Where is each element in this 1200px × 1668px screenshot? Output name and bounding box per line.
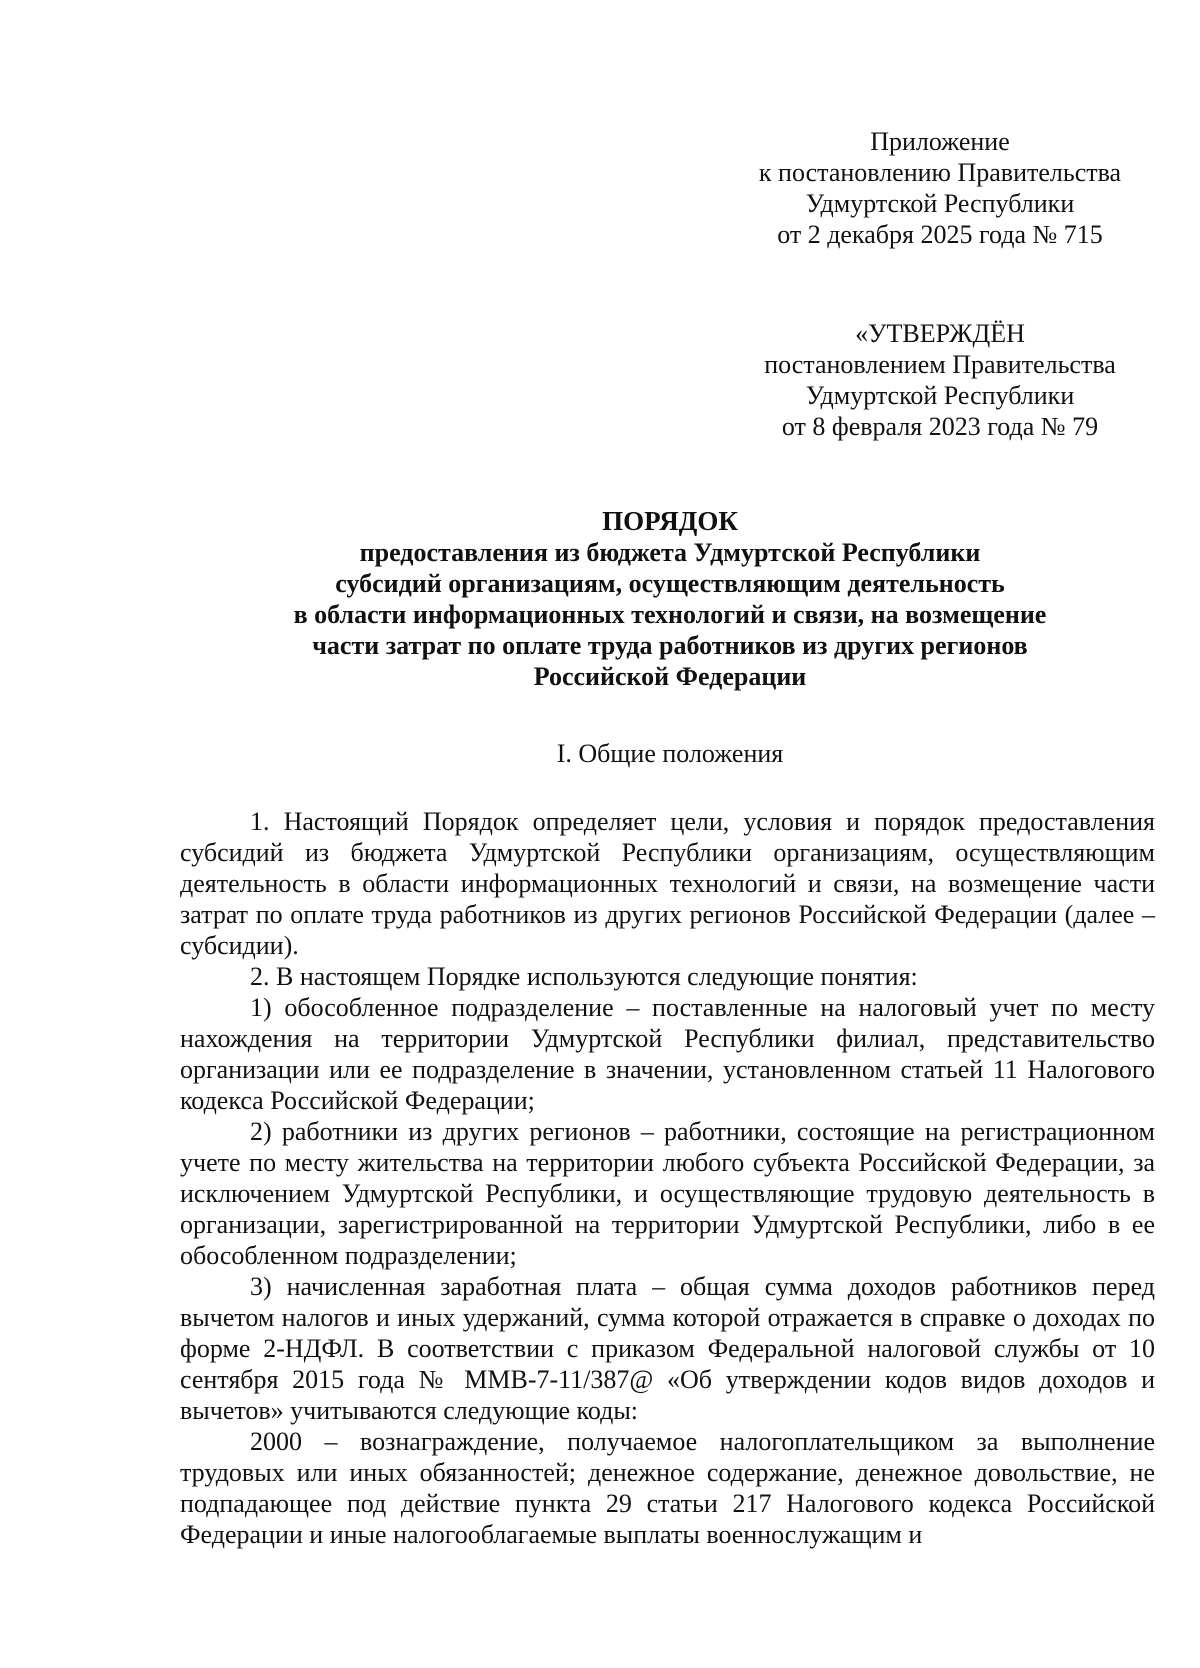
document-body	[180, 806, 1155, 1550]
approval-stamp-text	[680, 318, 1200, 442]
paragraph-4: 2) работники из других регионов – работники, состоящие на регистрационном учете по месту жительства на территории любого субъекта Российской Федерации, за исключением Удмуртской Республики, и осуществляющие трудовую деятельность в организации, зарегистрированной на территории Удмуртской Республики, либо в ее обособленном подразделении;	[180, 1117, 1155, 1270]
title-line-1: предоставления из бюджета Удмуртской Республики	[359, 538, 981, 567]
title-line-2: субсидий организациям, осуществляющим деятельность	[335, 569, 1005, 598]
approved-line-1: «УТВЕРЖДЁН	[855, 319, 1025, 348]
title-line-5: Российской Федерации	[533, 662, 807, 691]
title-line-4: части затрат по оплате труда работников из других регионов	[312, 631, 1028, 660]
paragraph-1: 1. Настоящий Порядок определяет цели, условия и порядок предоставления субсидий из бюджета Удмуртской Республики организациям, осуществляющим деятельность в области информационных технологий и связи, на возмещение части затрат по оплате труда работников из других регионов Российской Федерации (далее – субсидии).	[180, 807, 1155, 960]
document-title	[160, 506, 1180, 692]
approved-line-3: Удмуртской Республики	[805, 381, 1075, 410]
appendix-line-1: Приложение	[870, 127, 1010, 156]
approved-line-4: от 8 февраля 2023 года № 79	[781, 412, 1099, 441]
appendix-line-4: от 2 декабря 2025 года № 715	[777, 220, 1103, 249]
appendix-line-2: к постановлению Правительства	[758, 158, 1122, 187]
approved-line-2: постановлением Правительства	[764, 350, 1116, 379]
paragraph-5: 3) начисленная заработная плата – общая сумма доходов работников перед вычетом налогов и иных удержаний, сумма которой отражается в справке о доходах по форме 2-НДФЛ. В соответствии с приказом Федеральной налоговой службы от 10 сентября 2015 года № ММВ-7-11/387@ «Об утверждении кодов видов доходов и вычетов» учитываются следующие коды:	[180, 1272, 1155, 1425]
paragraph-6: 2000 – вознаграждение, получаемое налогоплательщиком за выполнение трудовых или иных обязанностей; денежное содержание, денежное довольствие, не подпадающее под действие пункта 29 статьи 217 Налогового кодекса Российской Федерации и иные налогооблагаемые выплаты военнослужащим и	[180, 1427, 1155, 1549]
title-line-3: в области информационных технологий и связи, на возмещение	[293, 600, 1047, 629]
appendix-line-3: Удмуртской Республики	[805, 189, 1075, 218]
paragraph-2: 2. В настоящем Порядке используются следующие понятия:	[250, 962, 918, 991]
section-heading: I. Общие положения	[556, 739, 784, 768]
appendix-header	[680, 126, 1200, 250]
paragraph-3: 1) обособленное подразделение – поставленные на налоговый учет по месту нахождения на территории Удмуртской Республики филиал, представительство организации или ее подразделение в значении, установленном статьей 11 Налогового кодекса Российской Федерации;	[180, 993, 1155, 1115]
title-main: ПОРЯДОК	[602, 506, 738, 536]
